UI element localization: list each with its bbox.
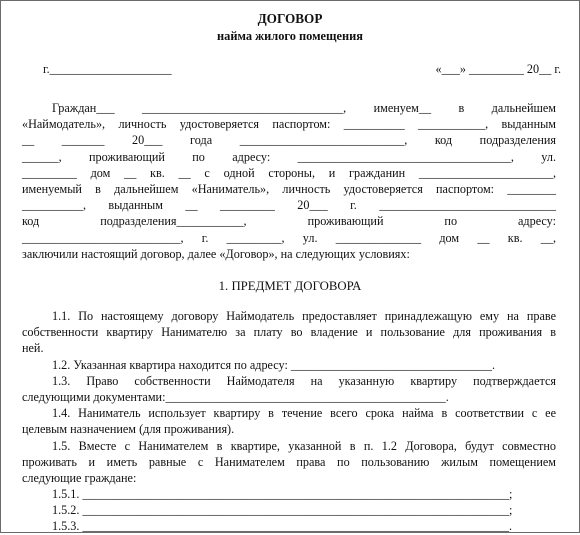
preamble-line: заключили настоящий договор, далее «Договор», на следующих условиях:	[22, 246, 410, 261]
preamble-line: именуемый в дальнейшем «Наниматель», личность удостоверяется паспортом: ________	[22, 181, 556, 196]
clause-line: ней.	[22, 341, 44, 356]
preamble-line: код подразделения___________, проживающий по адресу:	[22, 214, 556, 229]
clause-line: целевым назначением (для проживания).	[22, 422, 235, 437]
clause-line: 1.4. Наниматель использует квартиру в течение всего срока найма в соответствии с ее	[52, 406, 556, 421]
section-heading: 1. ПРЕДМЕТ ДОГОВОРА	[218, 279, 362, 293]
clause-line: 1.2. Указанная квартира находится по адресу: _________________________________.	[52, 357, 496, 372]
preamble-line: __ _______ 20___ года ___________________________, код подразделения	[22, 133, 556, 148]
clause-line: следующие граждане:	[22, 470, 137, 485]
document-subtitle: найма жилого помещения	[217, 29, 363, 43]
clause-line: 1.5.1. ______________________________________________________________________;	[52, 487, 513, 502]
section-1-body	[22, 308, 556, 535]
preamble-line: __________, выданным __ _________ 20___ г. _____________________________	[22, 198, 556, 213]
date-field: «___» _________ 20__ г.	[435, 62, 561, 76]
preamble-line: _________ дом __ кв. __ с одной стороны, и гражданин ______________________,	[22, 165, 556, 180]
preamble-line: «Наймодатель», личность удостоверяется паспортом: __________ ___________, выданным	[22, 117, 556, 132]
preamble	[22, 100, 556, 262]
place-date-row	[43, 61, 561, 78]
clause-line: 1.5. Вместе с Нанимателем в квартире, указанной в п. 1.2 Договора, будут совместно	[52, 438, 556, 453]
clause-line: 1.1. По настоящему договору Наймодатель предоставляет принадлежащую ему на праве	[52, 309, 556, 323]
city-field: г.____________________	[43, 62, 172, 76]
clause-line: 1.5.2. ______________________________________________________________________;	[52, 503, 513, 518]
preamble-line: __________________________, г. _________, ул. ______________ дом __ кв. __,	[22, 230, 556, 245]
preamble-line: Граждан___ _________________________________, именуем__ в дальнейшем	[52, 101, 556, 115]
clause-line: 1.5.3. ______________________________________________________________________.	[52, 519, 513, 534]
clause-line: собственности квартиру Нанимателю за плату во владение и пользование для проживания в	[22, 325, 556, 340]
preamble-line: ______, проживающий по адресу: ___________________________________, ул.	[22, 149, 556, 164]
document-title: ДОГОВОР	[257, 11, 323, 26]
clause-line: следующими документами:______________________________________________.	[22, 389, 449, 404]
clause-line: проживать и иметь равные с Нанимателем права по пользованию жилым помещением	[22, 454, 556, 469]
clause-line: 1.3. Право собственности Наймодателя на указанную квартиру подтверждается	[52, 373, 556, 388]
